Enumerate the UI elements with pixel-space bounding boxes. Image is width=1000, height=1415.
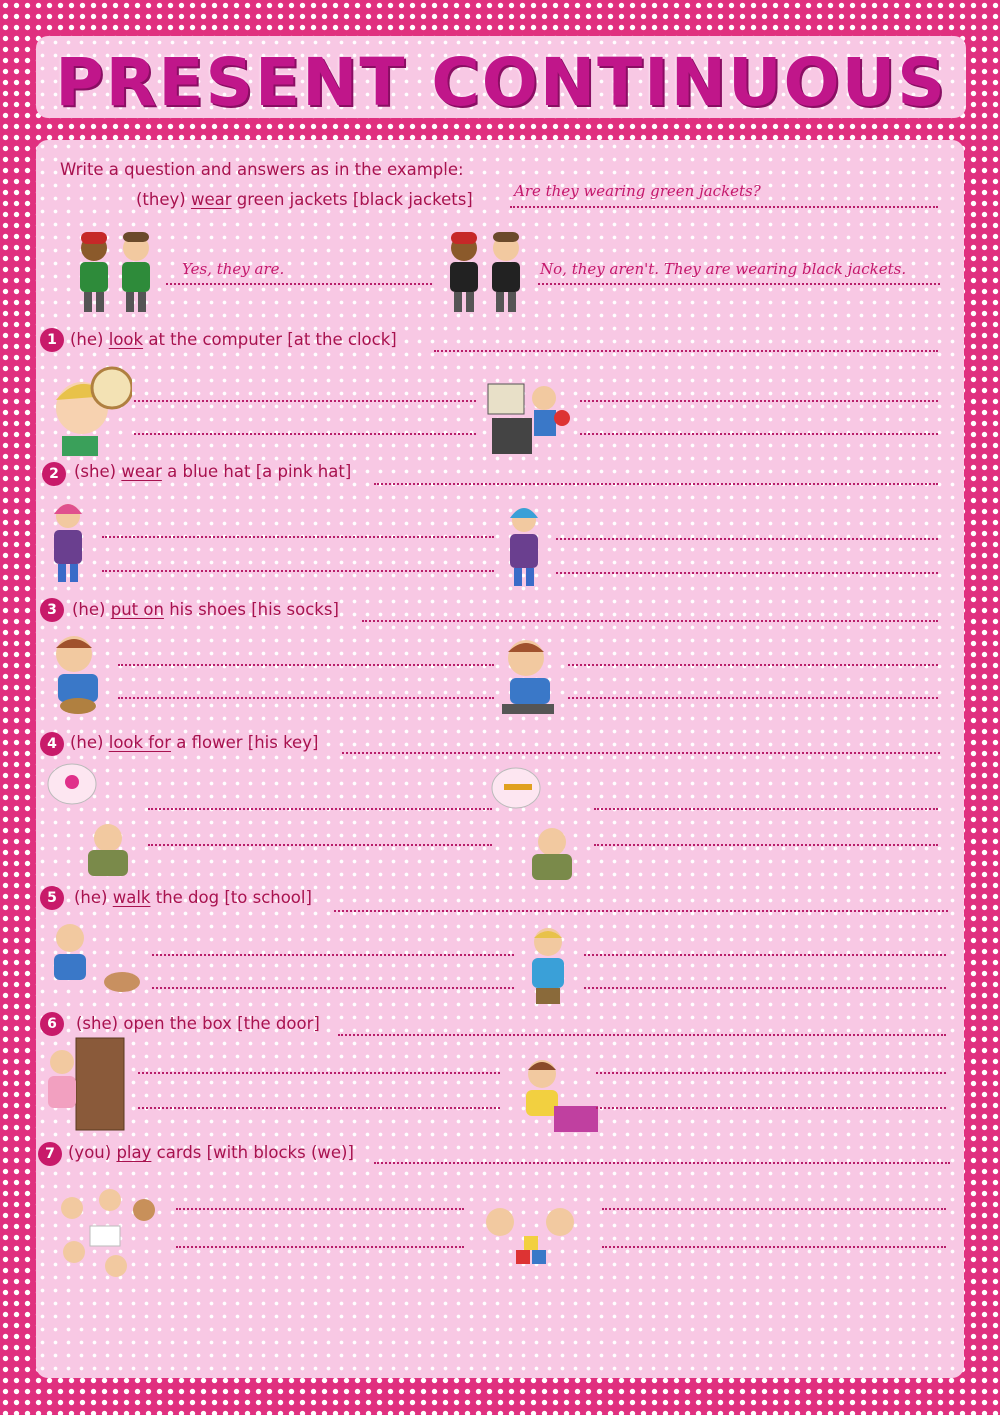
item-2-answer-line-2[interactable] xyxy=(102,570,494,572)
item-6-answer-line-3[interactable] xyxy=(596,1072,946,1074)
item-1-rest: at the computer [at the clock] xyxy=(148,330,397,349)
item-3-prompt xyxy=(72,600,339,619)
item-4-subject: (he) xyxy=(70,733,104,752)
item-1-number: 1 xyxy=(40,328,64,352)
boy-putting-on-shoes-picture xyxy=(44,630,116,718)
item-4-answer-line-3[interactable] xyxy=(594,808,938,810)
detective-thinking-flower-picture xyxy=(42,760,148,882)
item-7-answer-line-1[interactable] xyxy=(176,1208,464,1210)
item-5-rest: the dog [to school] xyxy=(155,888,312,907)
example-rest: green jackets [black jackets] xyxy=(236,190,473,209)
item-4-number: 4 xyxy=(40,732,64,756)
item-7-answer-line-4[interactable] xyxy=(602,1246,946,1248)
boy-green-jacket-2 xyxy=(122,232,150,312)
item-1-answer-line-1[interactable] xyxy=(134,400,476,402)
item-5-number: 5 xyxy=(40,886,64,910)
boys-black-jackets-picture xyxy=(442,226,530,318)
item-3-answer-line-3[interactable] xyxy=(568,664,938,666)
item-1-prompt xyxy=(70,330,397,349)
item-2-number: 2 xyxy=(42,462,66,486)
item-5-subject: (he) xyxy=(74,888,108,907)
boy-walking-dog-picture xyxy=(42,920,146,1004)
item-3-rest: his shoes [his socks] xyxy=(169,600,339,619)
girl-opening-box-picture xyxy=(510,1052,600,1136)
item-3-answer-line-2[interactable] xyxy=(118,697,494,699)
item-3-answer-line-1[interactable] xyxy=(118,664,494,666)
item-6-question-line[interactable] xyxy=(338,1034,946,1036)
example-yes-line xyxy=(166,283,432,285)
boys-green-jackets-picture xyxy=(72,226,160,318)
item-1-verb: look xyxy=(108,330,144,349)
page-title: PRESENT CONTINUOUS xyxy=(55,44,947,121)
boy-green-jacket-1 xyxy=(80,232,108,312)
item-3-answer-line-4[interactable] xyxy=(568,697,938,699)
example-no-line xyxy=(538,283,940,285)
item-4-answer-line-1[interactable] xyxy=(148,808,492,810)
item-6-subject: (she) xyxy=(76,1014,119,1033)
item-7-answer-line-3[interactable] xyxy=(602,1208,946,1210)
item-2-rest: a blue hat [a pink hat] xyxy=(167,462,352,481)
item-5-prompt xyxy=(74,888,312,907)
item-5-answer-line-2[interactable] xyxy=(152,987,514,989)
item-4-answer-line-4[interactable] xyxy=(594,844,938,846)
item-5-answer-line-3[interactable] xyxy=(584,954,946,956)
example-yes-answer: Yes, they are. xyxy=(182,260,285,278)
item-2-question-line[interactable] xyxy=(374,483,938,485)
item-3-verb: put on xyxy=(110,600,164,619)
detective-thinking-key-picture xyxy=(486,764,592,886)
example-subject: (they) xyxy=(136,190,186,209)
example-prompt xyxy=(136,190,473,209)
item-1-answer-line-2[interactable] xyxy=(134,433,476,435)
item-5-answer-line-4[interactable] xyxy=(584,987,946,989)
item-4-answer-line-2[interactable] xyxy=(148,844,492,846)
item-6-prompt xyxy=(76,1014,320,1033)
item-4-prompt xyxy=(70,733,318,752)
example-question-line xyxy=(510,206,938,208)
worksheet-panel xyxy=(36,140,964,1378)
item-5-verb: walk xyxy=(112,888,151,907)
example-no-answer: No, they aren't. They are wearing black jackets. xyxy=(540,260,907,278)
item-7-verb: play xyxy=(116,1143,152,1162)
item-5-answer-line-1[interactable] xyxy=(152,954,514,956)
item-3-number: 3 xyxy=(40,598,64,622)
item-7-subject: (you) xyxy=(68,1143,112,1162)
item-3-question-line[interactable] xyxy=(362,620,938,622)
item-6-answer-line-4[interactable] xyxy=(596,1107,946,1109)
girl-pink-hat-picture xyxy=(46,494,90,588)
item-4-rest: a flower [his key] xyxy=(176,733,319,752)
item-5-question-line[interactable] xyxy=(334,910,948,912)
instructions: Write a question and answers as in the example: xyxy=(60,160,464,179)
item-1-subject: (he) xyxy=(70,330,104,349)
item-1-answer-line-3[interactable] xyxy=(580,400,938,402)
item-7-number: 7 xyxy=(38,1142,62,1166)
item-1-question-line[interactable] xyxy=(434,350,938,352)
boy-going-to-school-picture xyxy=(518,924,580,1010)
item-6-verb: open xyxy=(123,1014,165,1033)
boy-at-computer-picture xyxy=(482,368,574,458)
girl-blue-hat-picture xyxy=(502,498,546,592)
item-6-number: 6 xyxy=(40,1012,64,1036)
boy-putting-on-socks-picture xyxy=(492,634,564,722)
item-2-answer-line-4[interactable] xyxy=(556,572,938,574)
boy-looking-at-clock-picture xyxy=(42,360,132,456)
item-6-answer-line-1[interactable] xyxy=(138,1072,500,1074)
item-7-rest: cards [with blocks (we)] xyxy=(156,1143,354,1162)
example-question: Are they wearing green jackets? xyxy=(514,182,761,200)
children-playing-blocks-picture xyxy=(476,1200,590,1286)
item-4-verb: look for xyxy=(108,733,171,752)
item-2-prompt xyxy=(74,462,351,481)
item-2-subject: (she) xyxy=(74,462,117,481)
item-7-prompt xyxy=(68,1143,354,1162)
girl-opening-door-picture xyxy=(42,1036,126,1132)
item-7-question-line[interactable] xyxy=(374,1162,950,1164)
item-6-rest: the box [the door] xyxy=(169,1014,320,1033)
item-2-answer-line-1[interactable] xyxy=(102,536,494,538)
item-2-answer-line-3[interactable] xyxy=(556,538,938,540)
item-6-answer-line-2[interactable] xyxy=(138,1107,500,1109)
item-2-verb: wear xyxy=(121,462,162,481)
children-playing-cards-picture xyxy=(50,1186,166,1290)
title-panel xyxy=(36,36,966,121)
item-4-question-line[interactable] xyxy=(342,752,940,754)
item-7-answer-line-2[interactable] xyxy=(176,1246,464,1248)
item-3-subject: (he) xyxy=(72,600,106,619)
item-1-answer-line-4[interactable] xyxy=(580,433,938,435)
example-verb: wear xyxy=(190,190,232,209)
